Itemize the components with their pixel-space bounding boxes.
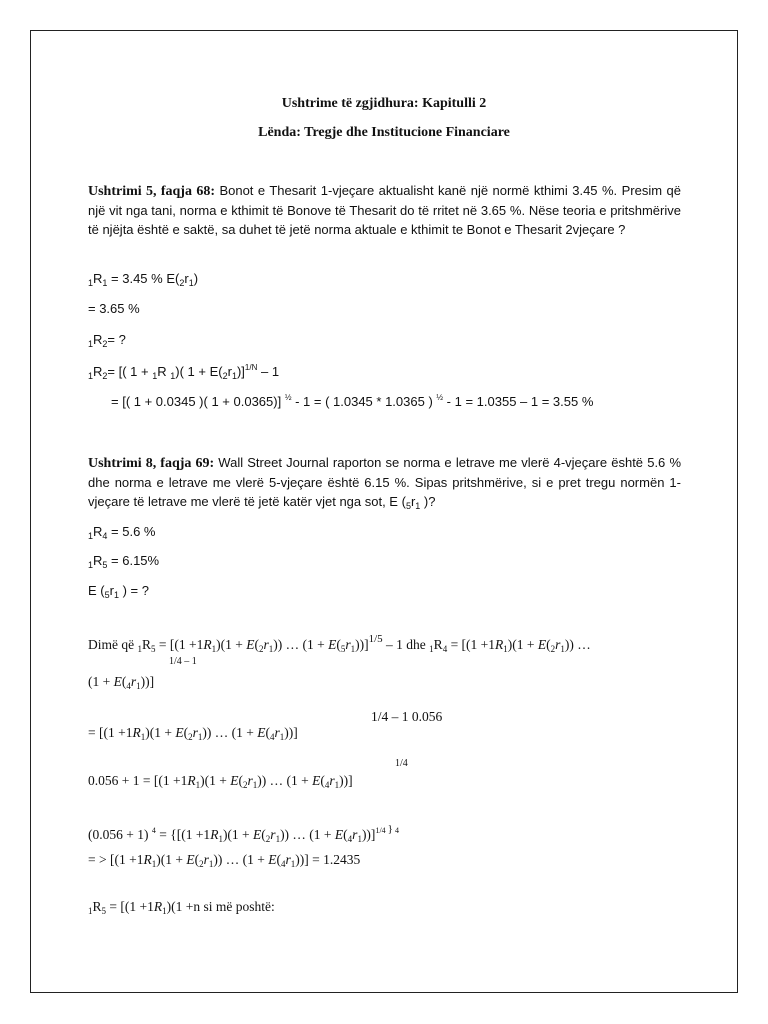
ex8-equation-2: $0.056 + 1 = [(1 +1R_1)(1 + E(_2r_1))$ … $(1 + E(_4r_1))$] [88,773,353,790]
ex8-given-r4: $_1R_4 = 5.6$ % [88,524,156,541]
ex8-exponent-quarter: 1/4 [395,758,408,769]
document-title: Ushtrime të zgjidhura: Kapitulli 2 [281,96,487,111]
ex8-r5-expansion: $_1R_5 = [(1 +1R_1)(1 +n$ si më poshtë: [88,899,275,916]
ex8-given-r5: $_1R_5 = 6.15\%$ [88,553,160,570]
ex8-equation-1: = [$(1 +1R_1)(1 + E(_2r_1))$ … $(1 + E(_4r_1))$] [88,725,298,742]
ex5-given-r1: $_1R_1 = 3.45$ % $E(_2r_1)$ [88,271,199,288]
document-page [30,30,738,993]
ex5-formula: $_1R_2=$ [( 1 + $_1$R $_1$)( $1 + E(_2r_1)]^{1/N} - 1$ [88,363,280,381]
ex8-known-formulas: Dimë që $_1R_5 = [(1 +1R_1)(1 + E(_2r_1))$ … $(1 + E(_5r_1))]^{1/5} - 1$ dhe $_1R_4 = [(1 +1R_1)(1 + E(_2r_1))$ … [88,633,591,654]
ex8-r4-product-end: $(1 + E(_4r_1))$] [88,674,155,691]
ex8-equation-4: = > [$(1 +1R_1)(1 + E(_2r_1))$ … $(1 + E(_4r_1))] = 1.2435$ [88,852,361,869]
exercise-5-heading: Ushtrimi 5, faqja 68: [88,184,215,199]
ex8-exponent-quarter-minus-one: 1/4 – 1 [169,656,197,667]
ex5-given-expectation: = 3.65 % [88,301,140,316]
exercise-8-text: Wall Street Journal raporton se norma e letrave me vlerë 4-vjeçare është 5.6 % dhe norma e letrave me vlerë 5-vjeçare është 6.15 %. Sipas pritshmërive, si e pret tregu normën 1- vjeçare të letrave me vlerë të jetë katër vjet nga sot, E ( [88,455,682,509]
exercise-8-paragraph: Ushtrimi 8, faqja 69: Wall Street Journal raporton se norma e letrave me vlerë 4-vjeçare është 5.6 % dhe norma e letrave me vlerë 5-vjeçare është 6.15 %. Sipas pritshmërive, si e pret tregu normën 1- vjeçare të letrave me vlerë të jetë katër vjet nga sot, E ($_5r_1$ )? [88,455,682,511]
ex8-equation-3: (0.056 + 1) $^4 = \{[(1 +1R_1)(1 + E(_2r_1))$ … $(1 + E(_4r_1))]^{1/4}$ } $^4$ [88,823,399,844]
ex5-unknown-r2: $_1R_2=$ ? [88,332,126,349]
document-subtitle: Lënda: Tregje dhe Institucione Financiare [258,125,510,140]
ex8-unknown: E ($_5r_1$ ) = ? [88,583,149,600]
ex8-floating-exponent-value: 1/4 – 1 0.056 [371,709,443,724]
exercise-8-heading: Ushtrimi 8, faqja 69: [88,456,215,471]
ex5-calculation: = [( 1 + 0.0345 )( 1 + 0.0365)] $^{\frac{1}{2}}$ - 1 = ( 1.0345 * 1.0365 ) $^{\frac{1}{2}}$ - 1 = 1.0355 – 1 = 3.55 % [111,393,594,409]
exercise-5-paragraph [88,181,681,239]
exercise-5-text: Bonot e Thesarit 1-vjeçare aktualisht kanë një normë kthimi 3.45 %. Presim që një vit nga tani, norma e kthimit të Bonove të Thesarit do të rritet në 3.65 %. Nëse teoria e pritshmërive të njëjta është e saktë, sa duhet të jetë norma aktuale e kthimit te Bonot e Thesarit 2vjeçare ? [88,183,681,237]
